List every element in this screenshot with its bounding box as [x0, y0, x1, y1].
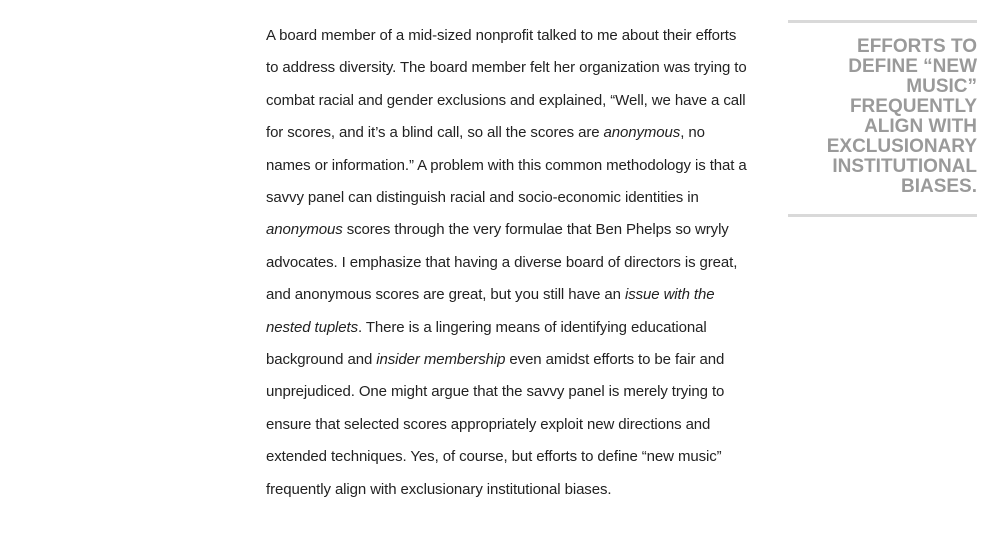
- pullquote: [788, 20, 977, 217]
- article-text-3: scores through the very formulae that Ben Phelps so wryly advocates. I emphasize that having a diverse board of directors is great, and anonymous scores are great, but you still have an: [266, 221, 738, 304]
- article-italic-anonymous-1: anonymous: [603, 124, 681, 142]
- article-text-2: , no names or information.” A problem with this common methodology is that a savvy panel can distinguish racial and socio-economic identities in: [266, 124, 747, 207]
- article-text-4: . There is a lingering means of identifying educational background and: [266, 318, 707, 369]
- article-paragraph: [266, 20, 751, 506]
- pullquote-text: EFFORTS TO DEFINE “NEW MUSIC” FREQUENTLY ALIGN WITH EXCLUSIONARY INSTITUTIONAL BIASES.: [826, 36, 977, 197]
- article-text-1: A board member of a mid-sized nonprofit talked to me about their efforts to address diversity. The board member felt her organization was trying to combat racial and gender exclusions and explained, “Well, we have a call for scores, and it’s a blind call, so all the scores are: [266, 27, 747, 142]
- article-italic-anonymous-2: anonymous: [266, 221, 343, 239]
- article-text-5: even amidst efforts to be fair and unprejudiced. One might argue that the savvy panel is merely trying to ensure that selected scores appropriately exploit new directions and extended techniques. Yes, of course, but efforts to define “new music” frequently align with exclusionary institutional biases.: [266, 351, 725, 498]
- article-italic-nested-tuplets: issue with the nested tuplets: [266, 286, 715, 336]
- article-italic-insider-membership: insider membership: [376, 351, 506, 369]
